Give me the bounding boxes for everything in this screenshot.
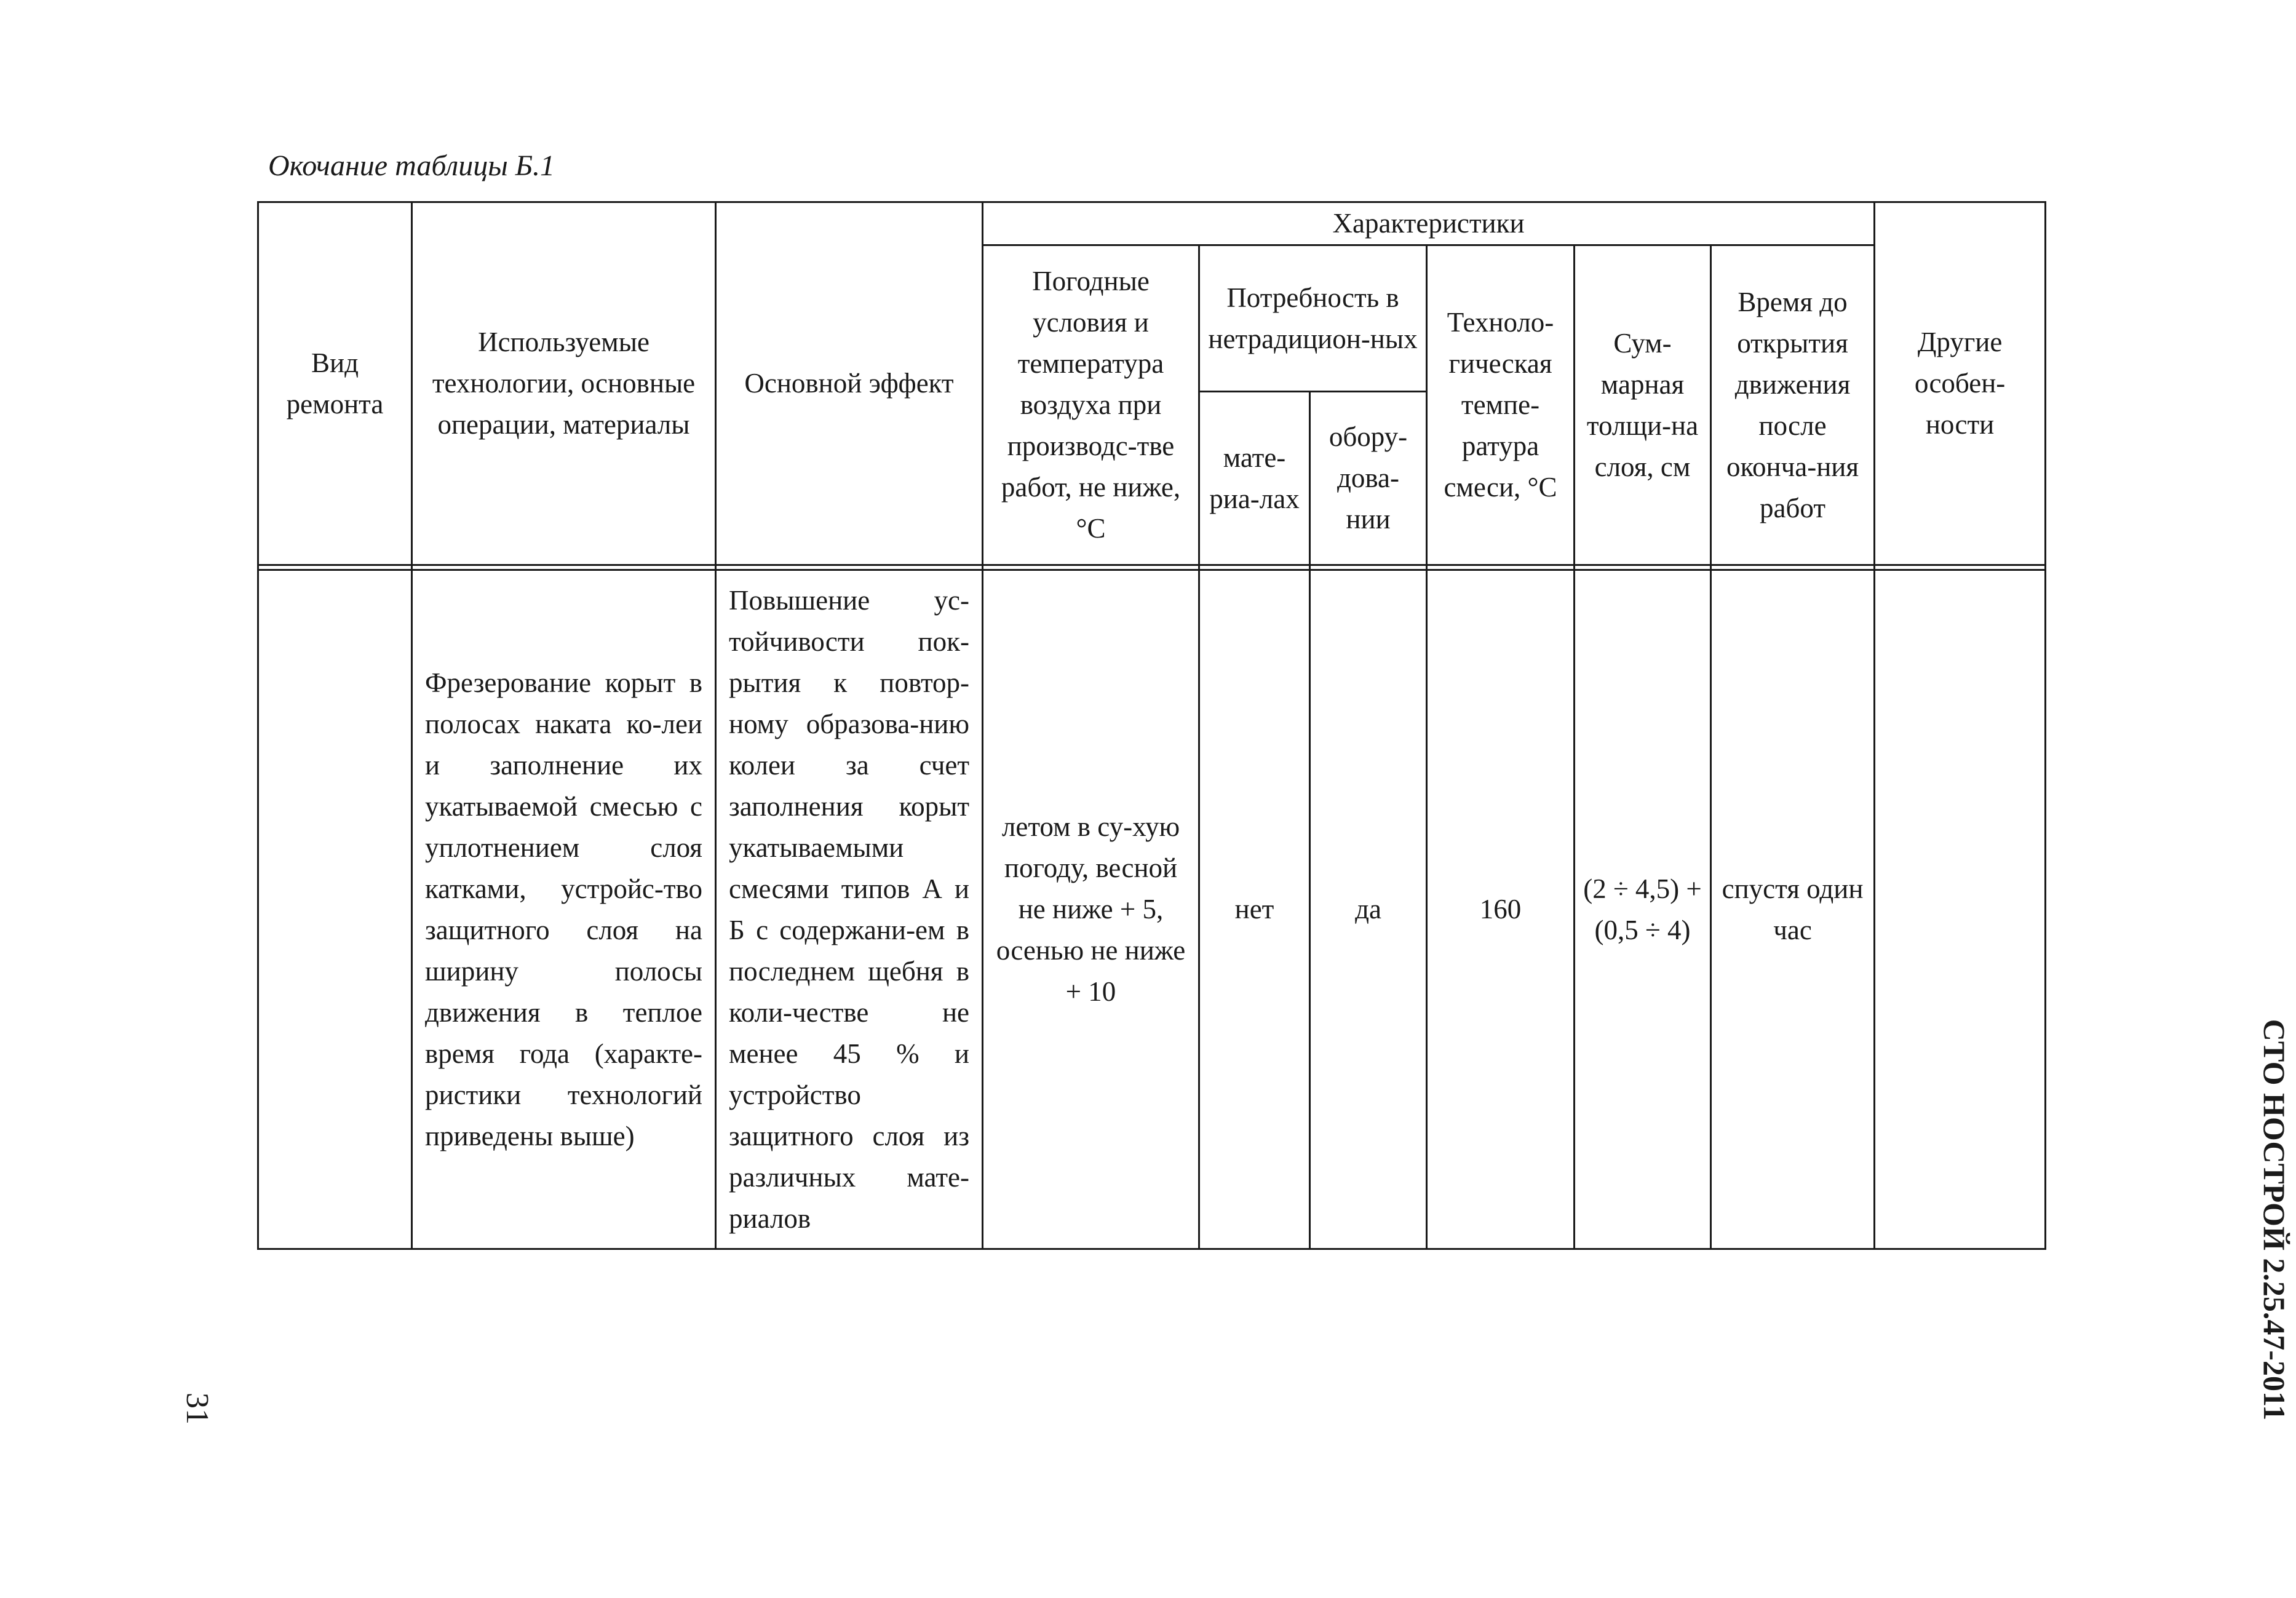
page-number: 31 — [180, 1393, 215, 1425]
table-row — [258, 570, 2046, 1249]
cell-technologies: Фрезерование корыт в полосах наката ко-леи и заполнение их укатываемой смесью с уплотнением слоя катками, устройс-тво защитного слоя на ширину полосы движения в теплое время года (характе-ристики технологий приведены выше) — [412, 570, 716, 1249]
table-caption: Окочание таблицы Б.1 — [268, 149, 555, 182]
header-other: Другие особен-ности — [1875, 202, 2046, 565]
cell-other — [1875, 570, 2046, 1249]
document-code: СТО НОСТРОЙ 2.25.47-2011 — [2257, 1019, 2292, 1421]
header-main-effect: Основной эффект — [716, 202, 983, 565]
header-total-thickness: Сум-марная толщи-на слоя, см — [1575, 245, 1711, 565]
header-time-to-open: Время до открытия движения после оконча-ния работ — [1711, 245, 1875, 565]
cell-tech-temp: 160 — [1427, 570, 1575, 1249]
header-need: Потребность в нетрадицион-ных — [1199, 245, 1427, 392]
header-characteristics: Характеристики — [983, 202, 1875, 245]
cell-need-equipment: да — [1310, 570, 1427, 1249]
cell-total-thickness: (2 ÷ 4,5) + (0,5 ÷ 4) — [1575, 570, 1711, 1249]
cell-time-to-open: спустя один час — [1711, 570, 1875, 1249]
header-technologies: Используемые технологии, основные операции, материалы — [412, 202, 716, 565]
repair-characteristics-table — [257, 201, 2046, 1250]
header-need-materials: мате-риа-лах — [1199, 392, 1310, 565]
header-repair-type: Вид ремонта — [258, 202, 412, 565]
header-separator — [258, 565, 2046, 570]
header-need-equipment: обору-дова-нии — [1310, 392, 1427, 565]
header-weather: Погодные условия и температура воздуха при производс-тве работ, не ниже, °С — [983, 245, 1199, 565]
cell-main-effect: Повышение ус-тойчивости пок-рытия к повтор-ному образова-нию колеи за счет заполнения корыт укатываемыми смесями типов А и Б с содержани-ем в последнем щебня в коли-честве не менее 45 % и устройство защитного слоя из различных мате-риалов — [716, 570, 983, 1249]
cell-weather: летом в су-хую погоду, весной не ниже + 5, осенью не ниже + 10 — [983, 570, 1199, 1249]
cell-repair-type — [258, 570, 412, 1249]
cell-need-materials: нет — [1199, 570, 1310, 1249]
header-tech-temp: Техноло-гическая темпе-ратура смеси, °С — [1427, 245, 1575, 565]
